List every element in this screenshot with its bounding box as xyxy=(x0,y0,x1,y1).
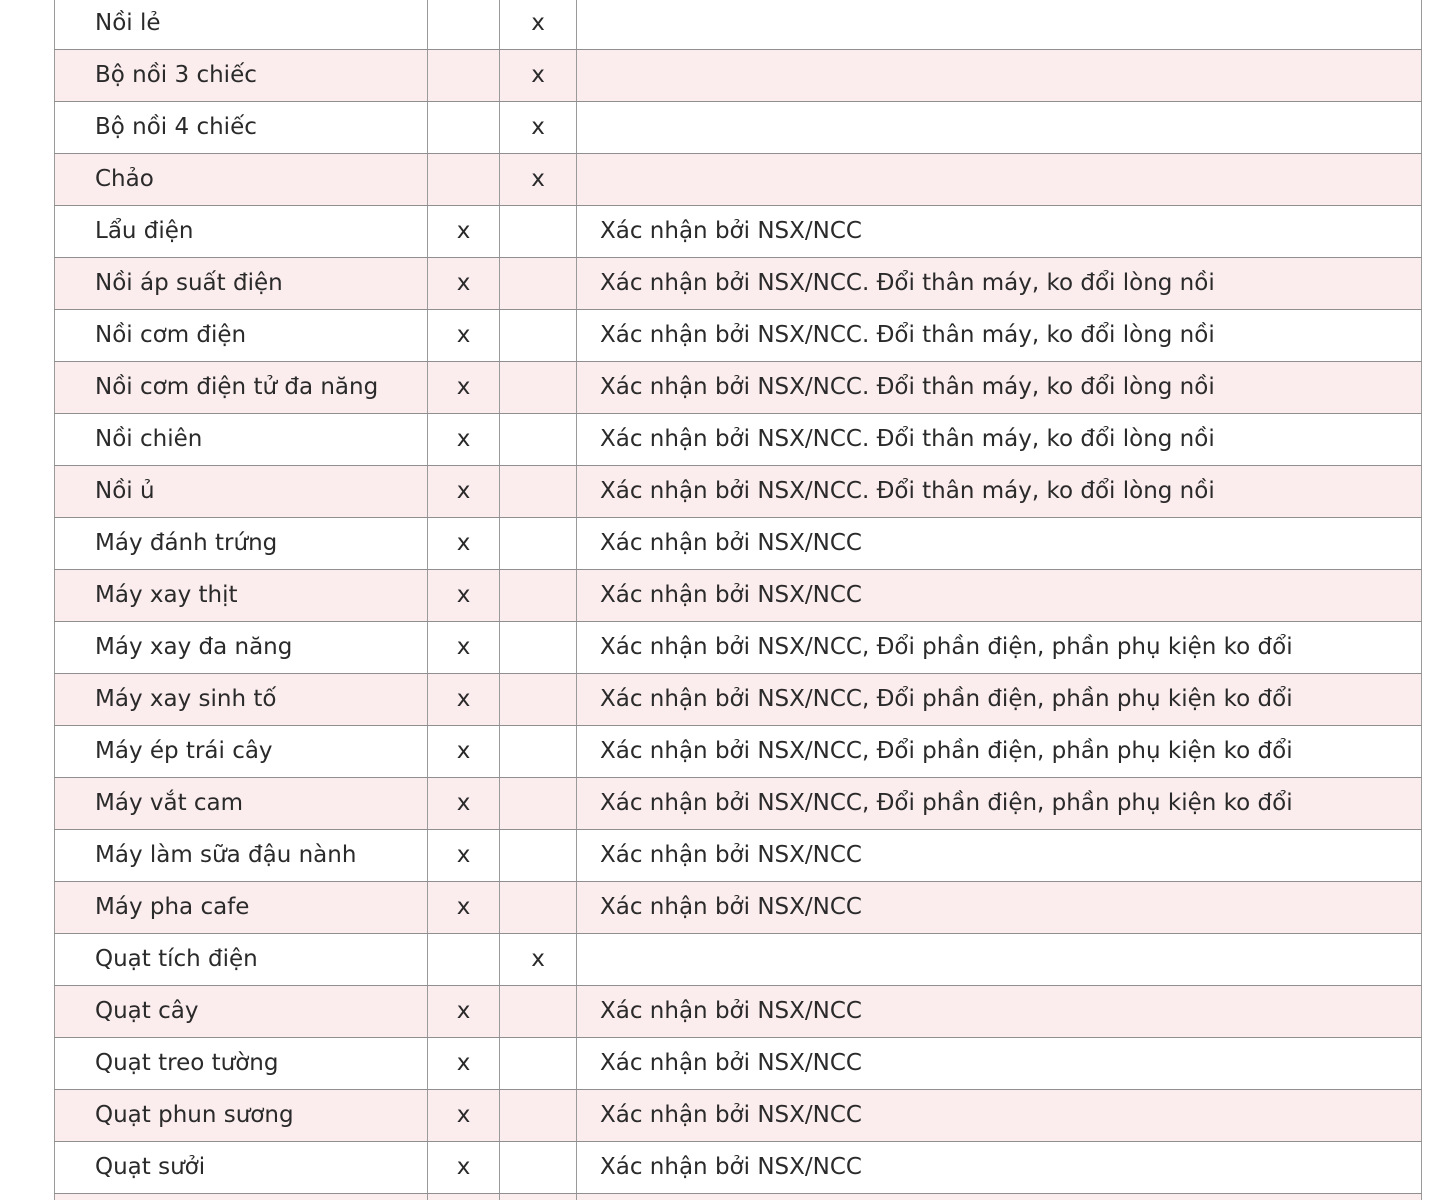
table-row xyxy=(55,414,1422,466)
exchange-mark-cell: x xyxy=(428,882,500,934)
exchange-mark-cell: x xyxy=(428,674,500,726)
exchange-mark-cell: x xyxy=(428,1142,500,1194)
product-name-cell: Bộ nồi 4 chiếc xyxy=(55,102,428,154)
exchange-mark-cell: x xyxy=(428,622,500,674)
no-exchange-mark-cell xyxy=(500,206,577,258)
warranty-table xyxy=(54,0,1422,1200)
product-name-cell: Máy pha cafe xyxy=(55,882,428,934)
warranty-table-body xyxy=(55,0,1422,1200)
no-exchange-mark-cell xyxy=(500,986,577,1038)
exchange-mark-cell: x xyxy=(428,518,500,570)
product-name-cell: Quạt treo tường xyxy=(55,1038,428,1090)
exchange-mark-cell: x xyxy=(428,362,500,414)
no-exchange-mark-cell xyxy=(500,258,577,310)
table-row xyxy=(55,518,1422,570)
table-row xyxy=(55,778,1422,830)
product-name-cell: Bộ nồi 3 chiếc xyxy=(55,50,428,102)
no-exchange-mark-cell xyxy=(500,1090,577,1142)
table-row xyxy=(55,0,1422,50)
no-exchange-mark-cell: x xyxy=(500,102,577,154)
no-exchange-mark-cell xyxy=(500,414,577,466)
product-name-cell: Máy đánh trứng xyxy=(55,518,428,570)
note-cell: Xác nhận bởi NSX/NCC xyxy=(577,570,1422,622)
note-cell xyxy=(577,1194,1422,1200)
table-row xyxy=(55,258,1422,310)
exchange-mark-cell: x xyxy=(428,1038,500,1090)
note-cell: Xác nhận bởi NSX/NCC, Đổi phần điện, phần phụ kiện ko đổi xyxy=(577,778,1422,830)
no-exchange-mark-cell: x xyxy=(500,934,577,986)
product-name-cell: Máy ép trái cây xyxy=(55,726,428,778)
product-name-cell: Máy xay thịt xyxy=(55,570,428,622)
exchange-mark-cell xyxy=(428,154,500,206)
table-row xyxy=(55,102,1422,154)
exchange-mark-cell xyxy=(428,50,500,102)
table-row xyxy=(55,154,1422,206)
note-cell: Xác nhận bởi NSX/NCC, Đổi phần điện, phần phụ kiện ko đổi xyxy=(577,622,1422,674)
product-name-cell: Nồi cơm điện xyxy=(55,310,428,362)
note-cell: Xác nhận bởi NSX/NCC. Đổi thân máy, ko đổi lòng nồi xyxy=(577,258,1422,310)
exchange-mark-cell: x xyxy=(428,986,500,1038)
table-row xyxy=(55,570,1422,622)
note-cell xyxy=(577,154,1422,206)
no-exchange-mark-cell: x xyxy=(500,50,577,102)
note-cell xyxy=(577,934,1422,986)
product-name-cell: Quạt cây xyxy=(55,986,428,1038)
no-exchange-mark-cell xyxy=(500,830,577,882)
table-row xyxy=(55,674,1422,726)
note-cell: Xác nhận bởi NSX/NCC. Đổi thân máy, ko đổi lòng nồi xyxy=(577,466,1422,518)
no-exchange-mark-cell xyxy=(500,466,577,518)
table-row xyxy=(55,882,1422,934)
note-cell xyxy=(577,102,1422,154)
exchange-mark-cell xyxy=(428,0,500,50)
no-exchange-mark-cell xyxy=(500,570,577,622)
product-name-cell: Máy làm sữa đậu nành xyxy=(55,830,428,882)
table-row xyxy=(55,934,1422,986)
exchange-mark-cell xyxy=(428,934,500,986)
table-row xyxy=(55,1090,1422,1142)
note-cell xyxy=(577,50,1422,102)
no-exchange-mark-cell: x xyxy=(500,154,577,206)
no-exchange-mark-cell xyxy=(500,882,577,934)
note-cell: Xác nhận bởi NSX/NCC, Đổi phần điện, phần phụ kiện ko đổi xyxy=(577,726,1422,778)
no-exchange-mark-cell xyxy=(500,622,577,674)
note-cell: Xác nhận bởi NSX/NCC xyxy=(577,986,1422,1038)
no-exchange-mark-cell xyxy=(500,726,577,778)
table-row xyxy=(55,362,1422,414)
table-row xyxy=(55,206,1422,258)
table-row xyxy=(55,1194,1422,1200)
note-cell: Xác nhận bởi NSX/NCC xyxy=(577,1090,1422,1142)
no-exchange-mark-cell xyxy=(500,1142,577,1194)
no-exchange-mark-cell xyxy=(500,1194,577,1200)
exchange-mark-cell: x xyxy=(428,778,500,830)
product-name-cell: Quạt sưởi xyxy=(55,1142,428,1194)
no-exchange-mark-cell xyxy=(500,674,577,726)
product-name-cell: Máy xay sinh tố xyxy=(55,674,428,726)
table-row xyxy=(55,310,1422,362)
product-name-cell: Nồi ủ xyxy=(55,466,428,518)
exchange-mark-cell: x xyxy=(428,830,500,882)
product-name-cell: Nồi chiên xyxy=(55,414,428,466)
note-cell: Xác nhận bởi NSX/NCC. Đổi thân máy, ko đổi lòng nồi xyxy=(577,310,1422,362)
table-row xyxy=(55,986,1422,1038)
table-row xyxy=(55,50,1422,102)
exchange-mark-cell: x xyxy=(428,466,500,518)
no-exchange-mark-cell xyxy=(500,310,577,362)
table-row xyxy=(55,726,1422,778)
product-name-cell xyxy=(55,1194,428,1200)
product-name-cell: Quạt phun sương xyxy=(55,1090,428,1142)
no-exchange-mark-cell xyxy=(500,362,577,414)
table-row xyxy=(55,1142,1422,1194)
product-name-cell: Máy xay đa năng xyxy=(55,622,428,674)
no-exchange-mark-cell xyxy=(500,518,577,570)
no-exchange-mark-cell xyxy=(500,1038,577,1090)
no-exchange-mark-cell: x xyxy=(500,0,577,50)
exchange-mark-cell xyxy=(428,1194,500,1200)
table-row xyxy=(55,1038,1422,1090)
exchange-mark-cell: x xyxy=(428,414,500,466)
product-name-cell: Quạt tích điện xyxy=(55,934,428,986)
note-cell: Xác nhận bởi NSX/NCC xyxy=(577,518,1422,570)
exchange-mark-cell: x xyxy=(428,726,500,778)
note-cell: Xác nhận bởi NSX/NCC xyxy=(577,1038,1422,1090)
exchange-mark-cell: x xyxy=(428,1090,500,1142)
table-row xyxy=(55,466,1422,518)
product-name-cell: Lẩu điện xyxy=(55,206,428,258)
note-cell xyxy=(577,0,1422,50)
exchange-mark-cell xyxy=(428,102,500,154)
table-row xyxy=(55,830,1422,882)
note-cell: Xác nhận bởi NSX/NCC. Đổi thân máy, ko đổi lòng nồi xyxy=(577,414,1422,466)
note-cell: Xác nhận bởi NSX/NCC, Đổi phần điện, phần phụ kiện ko đổi xyxy=(577,674,1422,726)
product-name-cell: Nồi lẻ xyxy=(55,0,428,50)
no-exchange-mark-cell xyxy=(500,778,577,830)
exchange-mark-cell: x xyxy=(428,310,500,362)
note-cell: Xác nhận bởi NSX/NCC xyxy=(577,882,1422,934)
note-cell: Xác nhận bởi NSX/NCC xyxy=(577,1142,1422,1194)
product-name-cell: Nồi cơm điện tử đa năng xyxy=(55,362,428,414)
product-name-cell: Nồi áp suất điện xyxy=(55,258,428,310)
note-cell: Xác nhận bởi NSX/NCC xyxy=(577,830,1422,882)
product-name-cell: Máy vắt cam xyxy=(55,778,428,830)
exchange-mark-cell: x xyxy=(428,258,500,310)
note-cell: Xác nhận bởi NSX/NCC xyxy=(577,206,1422,258)
exchange-mark-cell: x xyxy=(428,570,500,622)
exchange-mark-cell: x xyxy=(428,206,500,258)
product-name-cell: Chảo xyxy=(55,154,428,206)
table-row xyxy=(55,622,1422,674)
note-cell: Xác nhận bởi NSX/NCC. Đổi thân máy, ko đổi lòng nồi xyxy=(577,362,1422,414)
